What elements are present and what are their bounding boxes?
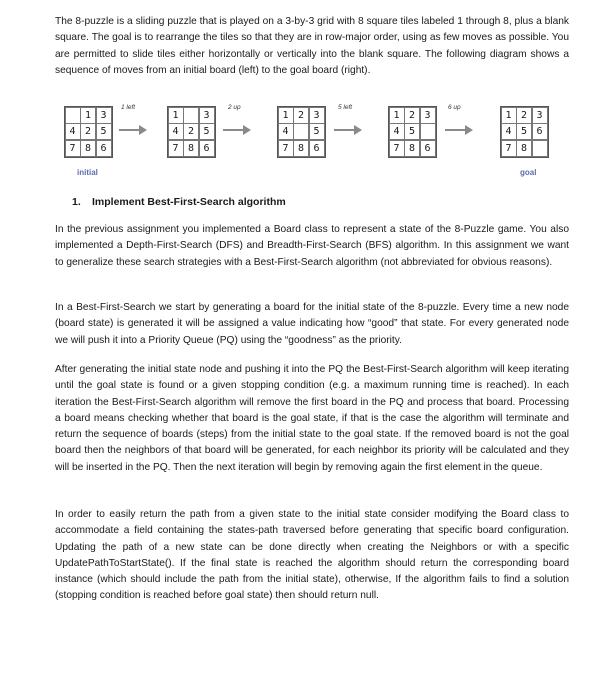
puzzle-tile: 2 — [293, 107, 309, 124]
puzzle-tile: 3 — [532, 107, 548, 124]
puzzle-tile: 3 — [199, 107, 215, 124]
puzzle-tile: 7 — [278, 140, 294, 157]
board-row — [389, 107, 436, 124]
puzzle-tile: 1 — [168, 107, 184, 124]
board-row — [168, 124, 215, 141]
puzzle-tile: 2 — [183, 123, 199, 140]
blank-tile — [183, 107, 199, 124]
puzzle-tile: 3 — [309, 107, 325, 124]
goal-board — [500, 106, 549, 158]
initial-caption: initial — [77, 168, 98, 177]
move-label-2: 2 up — [228, 104, 241, 111]
board-row — [501, 140, 548, 157]
puzzle-tile: 8 — [183, 140, 199, 157]
right-arrow-icon — [223, 124, 251, 136]
right-arrow-icon — [334, 124, 362, 136]
puzzle-tile: 1 — [80, 107, 96, 124]
puzzle-tile: 6 — [96, 140, 112, 157]
puzzle-tile: 5 — [199, 123, 215, 140]
puzzle-tile: 3 — [96, 107, 112, 124]
body-paragraph: In the previous assignment you implemented a Board class to represent a state of the 8-Puzzle game. You also implemented a Depth-First-Search (DFS) and Breadth-First-Search (BFS) algorithm. In this assignment we want to generalize these search strategies with a Best-First-Search algorithm (not abbreviated for obvious reasons). — [55, 224, 569, 268]
puzzle-tile: 5 — [96, 123, 112, 140]
move-label-1: 1 left — [121, 104, 136, 111]
puzzle-tile: 4 — [389, 123, 405, 140]
board-row — [278, 140, 325, 157]
goal-caption: goal — [520, 168, 537, 177]
puzzle-tile: 1 — [278, 107, 294, 124]
puzzle-tile: 6 — [532, 123, 548, 140]
puzzle-tile: 7 — [65, 140, 81, 157]
puzzle-tile: 4 — [501, 123, 517, 140]
puzzle-tile: 6 — [199, 140, 215, 157]
board-row — [501, 124, 548, 141]
puzzle-tile: 7 — [168, 140, 184, 157]
puzzle-tile: 7 — [501, 140, 517, 157]
board-row — [65, 124, 112, 141]
board-step-1 — [167, 106, 216, 158]
board-row — [278, 124, 325, 141]
initial-board — [64, 106, 113, 158]
board-step-3 — [388, 106, 437, 158]
puzzle-tile: 3 — [420, 107, 436, 124]
body-paragraph: In a Best-First-Search we start by generating a board for the initial state of the 8-puzzle. Every time a new node (board state) is generated it will be assigned a value indicating how “good” that state. For every generated node we will push it into a Priority Queue (PQ) using the “goodness” as the priority. — [55, 302, 569, 346]
puzzle-tile: 8 — [404, 140, 420, 157]
puzzle-tile: 6 — [309, 140, 325, 157]
board-row — [389, 124, 436, 141]
board-row — [65, 140, 112, 157]
puzzle-tile: 7 — [389, 140, 405, 157]
board-step-2 — [277, 106, 326, 158]
section-heading — [72, 196, 286, 208]
puzzle-tile: 4 — [65, 123, 81, 140]
puzzle-tile: 2 — [80, 123, 96, 140]
body-paragraph: In order to easily return the path from a given state to the initial state consider modifying the Board class to accommodate a field containing the states-path traversed before generating that specific board configuration. Updating the path of a new state can be done directly when creating the Neighbors or with a specific UpdatePathToStartState(). If the final state is reached the algorithm should return the corresponding board instance (which should include the path from the initial state), otherwise, If the algorithm fails to find a solution (stopping condition is reached before goal state) then should return null. — [55, 509, 569, 602]
puzzle-tile: 8 — [293, 140, 309, 157]
puzzle-tile: 5 — [516, 123, 532, 140]
intro-paragraph: The 8-puzzle is a sliding puzzle that is played on a 3-by-3 grid with 8 square tiles labeled 1 through 8, plus a blank square. The goal is to rearrange the tiles so that they are in row-major order, using as few moves as possible. You are permitted to slide tiles either horizontally or vertically into the blank square. The following diagram shows a sequence of moves from an initial board (left) to the goal board (right). — [55, 16, 569, 76]
puzzle-tile: 2 — [516, 107, 532, 124]
board-row — [65, 107, 112, 124]
puzzle-tile: 5 — [404, 123, 420, 140]
blank-tile — [65, 107, 81, 124]
blank-tile — [420, 123, 436, 140]
puzzle-tile: 1 — [389, 107, 405, 124]
body-paragraph: After generating the initial state node and pushing it into the PQ the Best-First-Search algorithm will keep iterating until the goal state is found or a given stopping condition (e.g. a maximum running time is reached). In each iteration the Best-First-Search algorithm will remove the first board in the PQ and process that board. Processing a board means checking whether that board is the goal state, if that is the case the algorithm will terminate and return the sequence of boards (steps) from the initial state to the goal state. If the removed board is not the goal board then the neighbors of that board will be generated, for each neighbor its priority will be calculated and they will be inserted in the PQ. Then the next iteration will begin by removing again the first element in the queue. — [55, 364, 569, 473]
board-row — [501, 107, 548, 124]
puzzle-tile: 1 — [501, 107, 517, 124]
section-title: Implement Best-First-Search algorithm — [92, 196, 286, 208]
puzzle-tile: 2 — [404, 107, 420, 124]
move-label-3: 5 left — [338, 104, 353, 111]
right-arrow-icon — [445, 124, 473, 136]
puzzle-tile: 8 — [80, 140, 96, 157]
blank-tile — [532, 140, 548, 157]
board-row — [168, 140, 215, 157]
board-row — [168, 107, 215, 124]
right-arrow-icon — [119, 124, 147, 136]
puzzle-tile: 8 — [516, 140, 532, 157]
puzzle-tile: 4 — [278, 123, 294, 140]
blank-tile — [293, 123, 309, 140]
move-label-4: 6 up — [448, 104, 461, 111]
puzzle-tile: 4 — [168, 123, 184, 140]
section-number: 1. — [72, 196, 81, 208]
puzzle-tile: 6 — [420, 140, 436, 157]
board-row — [278, 107, 325, 124]
board-row — [389, 140, 436, 157]
puzzle-move-diagram — [55, 98, 570, 183]
puzzle-tile: 5 — [309, 123, 325, 140]
